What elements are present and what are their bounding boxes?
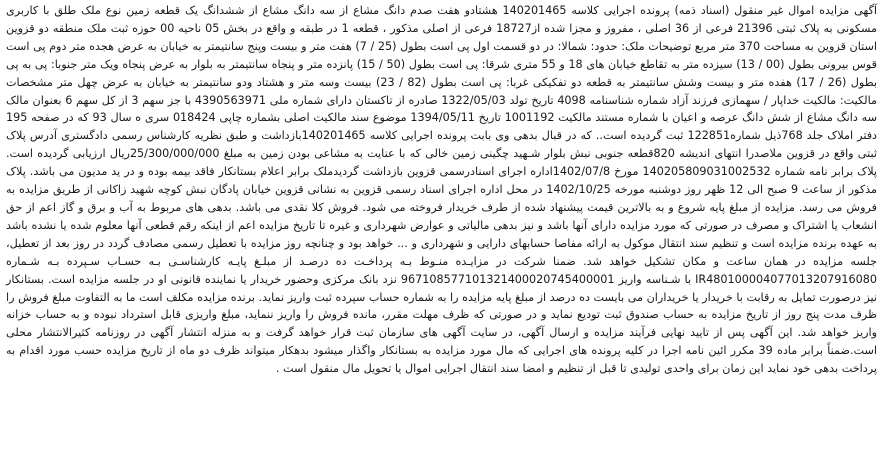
notice-body: آگهی مزایده اموال غیر منقول (اسناد ذمه) پرونده اجرایی کلاسه 140201465 هشتادو هفت صدم دانگ مشاع از سه دانگ مشاع از ششدانگ یک قطعه زمین نوع ملک طلق با کاربری مسکونی به پلاک ثبتی 21396 فرعی از 36 اصلی ، مفروز و مجزا شده از18727 فرعی از اصلی مذکور ، قطعه 1 در طبقه و واقع در بخش 05 ناحیه 00 حوزه ثبت ملک منطقه دو قزوین استان قزوین به مساحت 370 متر مربع توضیحات ملک: حدود: شمالا: در دو قسمت اول پی است بطول (25 / 7) هفت متر و بیست وپنج سانتیمتر به خیابان به عرض هجده متر دوم پی است قوس بیرونی بطول (00 / 13) سیزده متر به تقاطع خیابان های 18 و 55 متری شرقا: پی است بطول (50 / 15) پانزده متر و پنجاه سانتیمتر به بلوار به عرض پنجاه ویک متر جنوبا: پی به پی بطول (26 / 17) هفده متر و بیست وشش سانتیمتر به قطعه دو تفکیکی غربا: پی است بطول (82 / 23) بیست وسه متر و هشتاد ودو سانتیمتر به خیابان به عرض چهل متر مشخصات مالکیت: مالکیت خداپار / سهمازی فرزند آزاد شماره شناسنامه 4098 تاریخ تولد 1322/05/03 صادره از تاکستان دارای شماره ملی 4390563971 با جز سهم 3 از کل سهم 6 بعنوان مالک سه دانگ مشاع از شش دانگ عرصه و اعیان با شماره مستند مالکیت 1001192 تاریخ 1394/05/11 موضوع سند مالکیت اصلی بشماره چاپی 018424 سری ه سال 93 که در صفحه 195 دفتر املاک جلد 768ذیل شماره122851 ثبت گردیده است.. که در قبال بدهی وی بابت پرونده اجرایی کلاسه 140201465بازداشت و طبق نظریه کارشناس رسمی دادگستری آدرس پلاک ثبتی واقع در قزوین ملاصدرا انتهای اندیشه 820قطعه جنوبی نبش بلوار شـهید چگینی زمین خالی که با عنایت به مشاعی بودن زمین به مبلغ 25/300/000/000ریال ارزیابی گردیده است. پلاک برابر نامه شماره 140205809031002532 مورخ 1402/07/8اداره اجرای اسنادرسمی قزوین بازداشت گردیدملک برابر اعلام بستانکار فاقد بیمه بوده و در ید مدیون می باشد. پلاک مذکور از ساعت 9 صبح الی 12 ظهر روز دوشنبه مورخه 1402/10/25 در محل اداره اجرای اسناد رسمی قزوین به نشانی قزوین خیابان پادگان نبش کوچه شهید زاکانی از طریق مزایده به فروش می رسد. مزایده از مبلغ پایه شروع و به بالاترین قیمت پیشنهاد شده از طرف خریدار فروخته می شود. فروش کلا نقدی می باشد. بدهی های مربوط به آب و برق و گاز اعم از حق انشعاب یا اشتراک و مصرف در صورتی که مورد مزایده دارای آنها باشد و نیز بدهی مالیاتی و عوارض شهرداری و غیره تا تاریخ مزایده اعم از اینکه رقم قطعی آنها معلوم شده یا نشده باشد به عهده برنده مزایده است و تنظیم سند انتقال موکول به ارائه مفاصا حسابهای دارایی و شهرداری و ... خواهد بود و چنانچه روز مزایده با تعطیل رسمی مصادف گردد در روز بعد از تعطیل، جلسه مزایده در همان ساعت و مکان تشکیل خواهد شد. ضمنا شرکت در مزایـده منـوط بـه پرداخـت ده درصـد از مبلـغ پایـه کارشناسـی بـه حسـاب سـپرده بـه شـماره IR480100004077013207916080 با شـناسه واریز 967108577101321400020745400001 نزد بانک مرکزی وحضور خریدار یا نماینده قانونی او در جلسه مزایده است. بستانکار نیز درصورت تمایل به رقابت با خریدار یا خریداران می بایست ده درصد از مبلغ پایه مزایده را به شماره حساب سپرده ثبت واریز نماید. برنده مزایده مکلف است ما به التفاوت مبلغ فروش را ظرف مدت پنج روز از تاریخ مزایده به حساب صندوق ثبت تودیع نماید و در صورتی که ظرف مهلت مقرر، مانده فروش را واریز ننماید، مبلغ واریزی قابل استرداد نبوده و به حساب خزانه واریز خواهد شد. این آگهی پس از تایید نهایی فرآیند مزایده و ارسال آگهی، در سایت آگهی های سازمان ثبت قرار خواهد گرفت و به منزله انتشار آگهی در روزنامه کثیرالانتشار محلی است.ضمناً برابر ماده 39 مکرر ائین نامه اجرا در کلیه پرونده های اجرایی که مال مورد مزایده به بستانکار واگذار میشود بدهکار میتواند ظرف دو ماه از تاریخ مزایده حسب مورد اقدام به پرداخت بدهی خود نماید این زمان برای واحدی تولیدی تا قبل از تنظیم و امضا سند انتقال اجرایی اموال یا تحویل مال منقول است . (6, 4, 878, 376)
